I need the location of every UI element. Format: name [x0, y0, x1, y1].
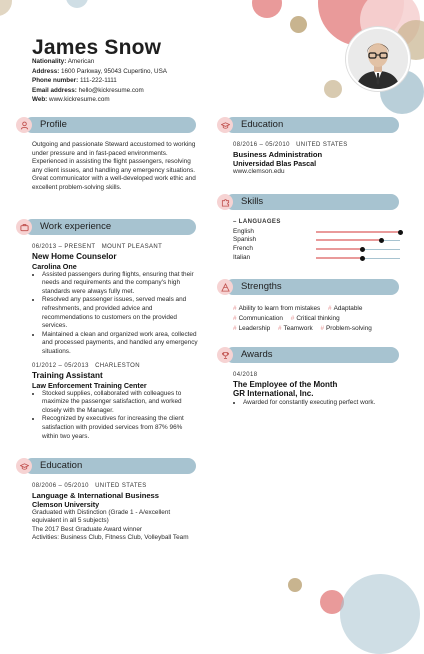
education-web[interactable]: www.clemson.edu — [233, 167, 285, 175]
job-dates: 01/2012 – 05/2013 — [32, 363, 89, 369]
award-bullets — [233, 399, 403, 408]
strength-label: Leadership — [238, 325, 271, 332]
strengths-row — [233, 324, 378, 334]
hash-icon: # — [277, 325, 282, 332]
decor-circle — [66, 0, 88, 8]
web-label: Web: — [32, 96, 48, 104]
candidate-name: James Snow — [32, 36, 162, 59]
briefcase-icon — [16, 219, 32, 235]
education-entry — [32, 482, 200, 543]
language-fill — [316, 248, 362, 250]
language-level-marker — [379, 238, 384, 243]
language-name: Spanish — [233, 236, 257, 243]
job-bullet: • Resolved any passenger issues, served meals and refreshments, and provided advice and recommendations to customers on the provided services. — [42, 296, 200, 330]
strength-item — [278, 324, 313, 334]
decor-circle — [288, 578, 302, 592]
hash-icon: # — [328, 305, 332, 312]
hash-icon: # — [233, 315, 237, 322]
section-header-skills — [217, 194, 399, 210]
section-header-profile — [16, 117, 196, 133]
section-title: Education — [241, 119, 284, 130]
award-entry — [233, 371, 403, 407]
strength-item — [233, 314, 283, 324]
language-fill — [316, 239, 382, 241]
job-company: Law Enforcement Training Center — [32, 380, 147, 390]
job-entry — [32, 243, 200, 357]
phone-value: 111-222-1111 — [79, 77, 117, 85]
education-meta — [233, 141, 403, 150]
job-bullet: • Assisted passengers during flights, ensuring that their needs and requirements and the company's high standards were always fully met. — [42, 271, 200, 297]
email-label: Email address: — [32, 86, 77, 94]
puzzle-icon — [217, 194, 233, 210]
education-degree: Business Administration — [233, 149, 323, 159]
education-dates: 08/2016 – 05/2010 — [233, 142, 290, 148]
education-meta — [32, 482, 200, 491]
profile-text: Outgoing and passionate Steward accustomed to working under pressure and in fast-paced environments. Experienced in assisting the flight passengers, resolving any client issues, and handling any emergency situations. Great communicator with a well-developed work ethic and excellent problem-solving skills. — [32, 141, 196, 191]
section-title: Work experience — [40, 221, 112, 232]
contact-block — [32, 57, 167, 105]
decor-circle — [290, 16, 307, 33]
decor-circle — [340, 574, 420, 654]
strength-item — [233, 304, 320, 314]
job-bullet: • Stocked supplies, collaborated with colleagues to maximize the passenger satisfaction, and worked closely with the Manager. — [42, 390, 200, 416]
hash-icon: # — [320, 325, 324, 332]
language-level-marker — [360, 256, 365, 261]
award-date: 04/2018 — [233, 372, 258, 378]
nationality-value: American — [67, 58, 95, 65]
strength-label: Communication — [238, 315, 283, 322]
job-company: Carolina One — [32, 261, 77, 271]
strength-label: Adaptable — [333, 305, 363, 312]
section-title: Education — [40, 460, 83, 471]
section-header-experience — [16, 219, 196, 235]
education-school: Universidad Blas Pascal — [233, 158, 317, 168]
address-line — [32, 67, 167, 77]
nationality-line — [32, 57, 167, 67]
language-row — [233, 254, 403, 264]
web-value[interactable]: www.kickresume.com — [49, 96, 110, 104]
section-title: Skills — [241, 196, 264, 207]
address-value: 1600 Parkway, 95043 Cupertino, USA — [61, 67, 167, 75]
education-detail: The 2017 Best Graduate Award winner — [32, 525, 143, 533]
strength-label: Critical thinking — [296, 315, 340, 322]
web-line — [32, 95, 167, 105]
education-location: UNITED STATES — [95, 483, 147, 489]
education-location: UNITED STATES — [296, 142, 348, 148]
job-bullet: • Maintained a clean and organized work area, collected and processed payments, and handled any emergency situations. — [42, 331, 200, 357]
job-location: CHARLESTON — [95, 363, 140, 369]
strength-label: Problem-solving — [326, 325, 372, 332]
strength-item — [328, 304, 362, 314]
award-bullet: • Awarded for constantly executing perfect work. — [243, 399, 403, 408]
phone-line — [32, 76, 167, 86]
job-bullets — [32, 271, 200, 357]
decor-circle — [0, 0, 12, 16]
hash-icon: # — [233, 305, 237, 312]
section-header-education — [16, 458, 196, 474]
section-title: Awards — [241, 349, 273, 360]
strength-label: Ability to learn from mistakes — [238, 305, 321, 312]
job-meta — [32, 362, 200, 371]
hash-icon: # — [290, 315, 295, 322]
strength-item — [233, 324, 270, 334]
strength-item — [291, 314, 340, 324]
strengths-list — [233, 304, 378, 334]
section-header-strengths — [217, 279, 399, 295]
graduation-cap-icon — [217, 117, 233, 133]
pyramid-icon — [217, 279, 233, 295]
language-name: English — [233, 228, 254, 235]
award-title: The Employee of the Month — [233, 379, 338, 389]
decor-circle — [324, 80, 342, 98]
job-bullets — [32, 390, 200, 442]
section-header-education — [217, 117, 399, 133]
job-entry — [32, 362, 200, 441]
graduation-cap-icon — [16, 458, 32, 474]
education-degree: Language & International Business — [32, 490, 160, 500]
language-level-marker — [398, 230, 403, 235]
section-title: Profile — [40, 119, 67, 130]
education-detail: Activities: Business Club, Fitness Club, Volleyball Team — [32, 534, 189, 542]
address-label: Address: — [32, 67, 60, 75]
strength-item — [320, 324, 371, 334]
strengths-row — [233, 304, 378, 314]
language-level-marker — [360, 247, 365, 252]
section-title: Strengths — [241, 281, 282, 292]
strengths-row — [233, 314, 378, 324]
avatar-portrait — [348, 29, 408, 89]
language-fill — [316, 257, 362, 259]
award-org: GR International, Inc. — [233, 389, 314, 399]
job-title: Training Assistant — [32, 370, 103, 380]
job-title: New Home Counselor — [32, 251, 117, 261]
language-name: Italian — [233, 254, 251, 261]
email-value[interactable]: hello@kickresume.com — [78, 86, 144, 94]
hash-icon: # — [233, 325, 237, 332]
education-school: Clemson University — [32, 499, 100, 509]
email-line — [32, 86, 167, 96]
section-header-awards — [217, 347, 399, 363]
decor-circle — [252, 0, 282, 18]
education-detail: Graduated with Distinction (Grade 1 - A/excellent equivalent in all 5 subjects) — [32, 508, 171, 525]
job-dates: 06/2013 – PRESENT — [32, 244, 96, 250]
job-bullet: • Recognized by executives for increasing the client satisfaction with provided services from 87% 96% within two years. — [42, 415, 200, 441]
education-entry — [233, 141, 403, 176]
education-dates: 08/2006 – 05/2010 — [32, 483, 89, 489]
strength-label: Teamwork — [283, 325, 313, 332]
language-name: French — [233, 245, 253, 252]
job-meta — [32, 243, 200, 252]
language-fill — [316, 231, 400, 233]
person-icon — [16, 117, 32, 133]
trophy-icon — [217, 347, 233, 363]
skills-subheading: – LANGUAGES — [233, 219, 281, 225]
nationality-label: Nationality: — [32, 58, 67, 65]
avatar — [346, 27, 410, 91]
phone-label: Phone number: — [32, 77, 79, 85]
job-location: MOUNT PLEASANT — [101, 244, 163, 250]
